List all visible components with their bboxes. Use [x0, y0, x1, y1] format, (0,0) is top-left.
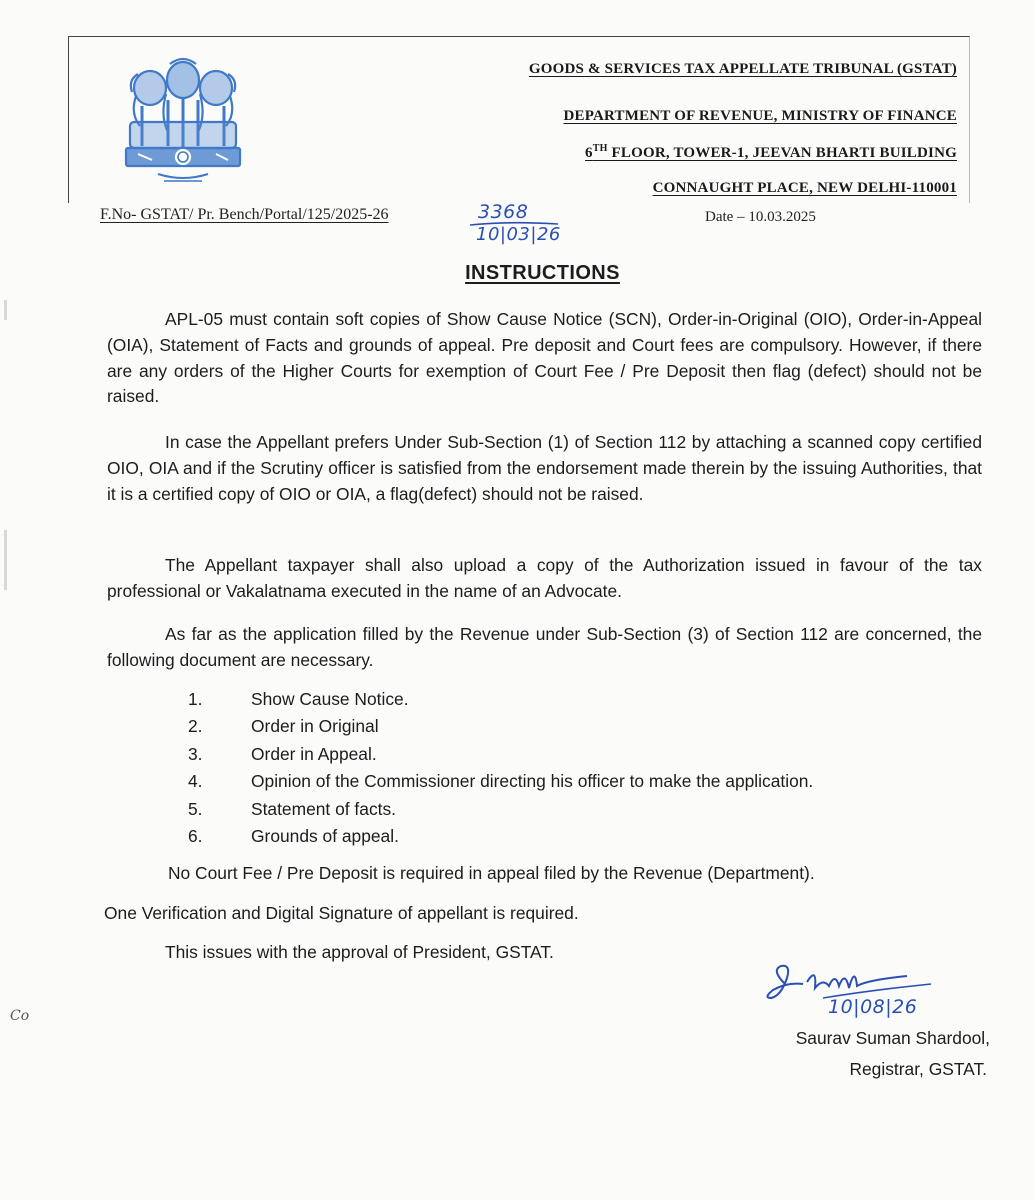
margin-note: Co: [10, 1008, 30, 1024]
handwritten-dispatch-number: 3368: [478, 201, 529, 223]
document-date: Date – 10.03.2025: [705, 209, 816, 225]
state-emblem-icon: [108, 50, 258, 190]
paragraph-3: The Appellant taxpayer shall also upload a copy of the Authorization issued in favour of the tax professional or Vakalatnama executed in the name of an Advocate.: [107, 555, 982, 601]
required-documents-list: [188, 686, 813, 850]
scan-edge-mark: [4, 300, 7, 320]
signer-name: Saurav Suman Shardool,: [795, 1028, 990, 1048]
list-item: 4. Opinion of the Commissioner directing his officer to make the application.: [188, 771, 814, 792]
letterhead-title: GOODS & SERVICES TAX APPELLATE TRIBUNAL (GSTAT): [528, 61, 957, 77]
paragraph-2: In case the Appellant prefers Under Sub-Section (1) of Section 112 by attaching a scanned copy certified OIO, OIA and if the Scrutiny officer is satisfied from the endorsement made therein by the issuing Authorities, that it is a certified copy of OIO or OIA, a flag(defect) should not be raised.: [107, 432, 982, 504]
list-item: 5. Statement of facts.: [188, 798, 396, 819]
letterhead-address-line2: CONNAUGHT PLACE, NEW DELHI-110001: [652, 180, 957, 196]
signer-designation: Registrar, GSTAT.: [849, 1059, 987, 1079]
list-item: 3. Order in Appeal.: [188, 743, 377, 764]
note-approval: This issues with the approval of President, GSTAT.: [165, 942, 554, 962]
note-verification: One Verification and Digital Signature of appellant is required.: [104, 903, 579, 923]
document-title: INSTRUCTIONS: [465, 262, 620, 284]
note-revenue-fee: No Court Fee / Pre Deposit is required in appeal filed by the Revenue (Department).: [168, 863, 815, 883]
file-number: F.No- GSTAT/ Pr. Bench/Portal/125/2025-26: [100, 206, 389, 223]
letterhead-department: DEPARTMENT OF REVENUE, MINISTRY OF FINANCE: [563, 108, 957, 124]
letterhead-address-line1: 6TH FLOOR, TOWER-1, JEEVAN BHARTI BUILDING: [585, 143, 957, 161]
list-item: 2. Order in Original: [188, 716, 379, 737]
signature-date: 10|08|26: [828, 996, 918, 1018]
scan-edge-mark: [4, 530, 7, 590]
paragraph-4: As far as the application filled by the Revenue under Sub-Section (3) of Section 112 are concerned, the following document are necessary.: [107, 624, 982, 670]
list-item: 1. Show Cause Notice.: [188, 689, 409, 709]
paragraph-1: APL-05 must contain soft copies of Show Cause Notice (SCN), Order-in-Original (OIO), Order-in-Appeal (OIA), Statement of Facts and grounds of appeal. Pre deposit and Court fees are compulsory. However, if there are any orders of the Higher Courts for exemption of Court Fee / Pre Deposit then flag (defect) should not be raised.: [107, 309, 982, 407]
handwritten-dispatch-date: 10|03|26: [476, 224, 561, 245]
list-item: 6. Grounds of appeal.: [188, 825, 399, 846]
